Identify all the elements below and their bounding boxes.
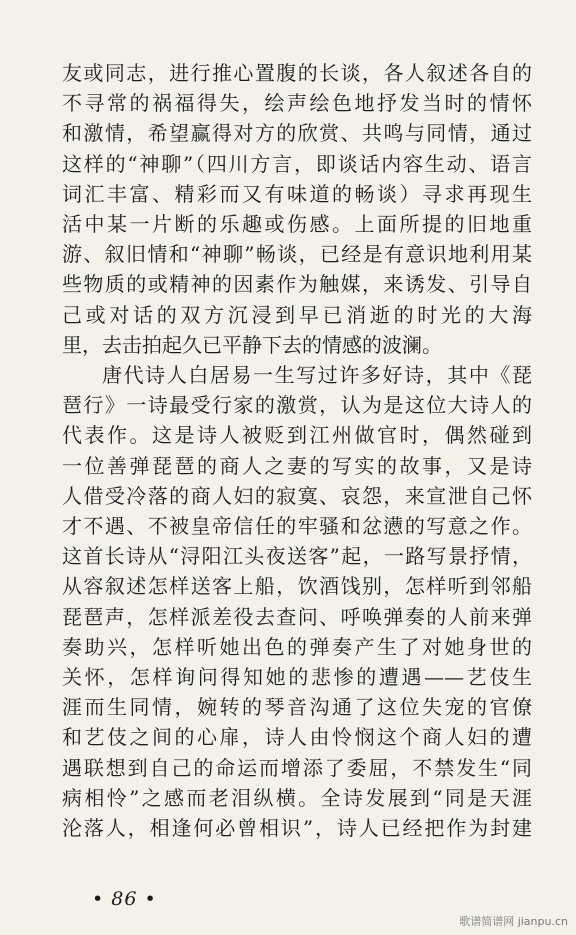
- text-line: 活中某一片断的乐趣或伤感。上面所提的旧地重: [62, 212, 532, 237]
- text-line: 代表作。这是诗人被贬到江州做官时，偶然碰到: [62, 423, 532, 448]
- text-line: 不寻常的祸福得失，绘声绘色地抒发当时的情怀: [62, 91, 532, 116]
- text-line: 游、叙旧情和“神聊”畅谈，已经是有意识地利用某: [62, 242, 532, 267]
- paragraph-end-line: 里，去击拍起久已平静下去的情感的波澜。: [62, 332, 442, 357]
- text-line: 奏助兴，怎样听她出色的弹奏产生了对她身世的: [62, 634, 532, 659]
- text-line: 沦落人，相逢何必曾相识”，诗人已经把作为封建: [62, 816, 532, 841]
- text-line: 这首长诗从“浔阳江头夜送客”起，一路写景抒情，: [62, 544, 532, 569]
- site-watermark: 歌谱简谱网 jianpu.cn: [459, 915, 568, 928]
- text-line: 友或同志，进行推心置腹的长谈，各人叙述各自的: [62, 61, 532, 85]
- text-line: 涯而生同情，婉转的琴音沟通了这位失宠的官僚: [62, 695, 532, 720]
- text-line: 琵琶声，怎样派差役去查问、呼唤弹奏的人前来弹: [62, 604, 532, 629]
- text-line: 己或对话的双方沉浸到早已消逝的时光的大海: [62, 302, 532, 327]
- text-line: 人借受冷落的商人妇的寂寞、哀怨，来宣泄自己怀: [62, 483, 532, 508]
- text-line: 从容叙述怎样送客上船，饮酒饯别，怎样听到邻船: [62, 574, 532, 599]
- body-text: [62, 58, 532, 843]
- text-line: 和艺伎之间的心扉，诗人由怜悯这个商人妇的遭: [62, 725, 532, 750]
- text-line: 和激情，希望赢得对方的欣赏、共鸣与同情，通过: [62, 121, 532, 146]
- text-line: 关怀，怎样询问得知她的悲惨的遭遇——艺伎生: [62, 665, 532, 690]
- paragraph-start-line: 唐代诗人白居易一生写过许多好诗，其中《琵: [102, 363, 532, 388]
- page-number: • 86 •: [92, 888, 157, 910]
- text-line: 才不遇、不被皇帝信任的牢骚和忿懑的写意之作。: [62, 514, 532, 539]
- text-line: 遇联想到自己的命运而增添了委屈，不禁发生“同: [62, 755, 532, 780]
- text-line: 些物质的或精神的因素作为触媒，来诱发、引导自: [62, 272, 532, 297]
- text-line: 词汇丰富、精彩而又有味道的畅谈）寻求再现生: [62, 181, 532, 206]
- text-line: 这样的“神聊”（四川方言，即谈话内容生动、语言: [62, 151, 532, 176]
- text-line: 一位善弹琵琶的商人之妻的写实的故事，又是诗: [62, 453, 532, 478]
- text-line: 琶行》一诗最受行家的激赏，认为是这位大诗人的: [62, 393, 532, 418]
- text-line: 病相怜”之感而老泪纵横。全诗发展到“同是天涯: [62, 785, 532, 810]
